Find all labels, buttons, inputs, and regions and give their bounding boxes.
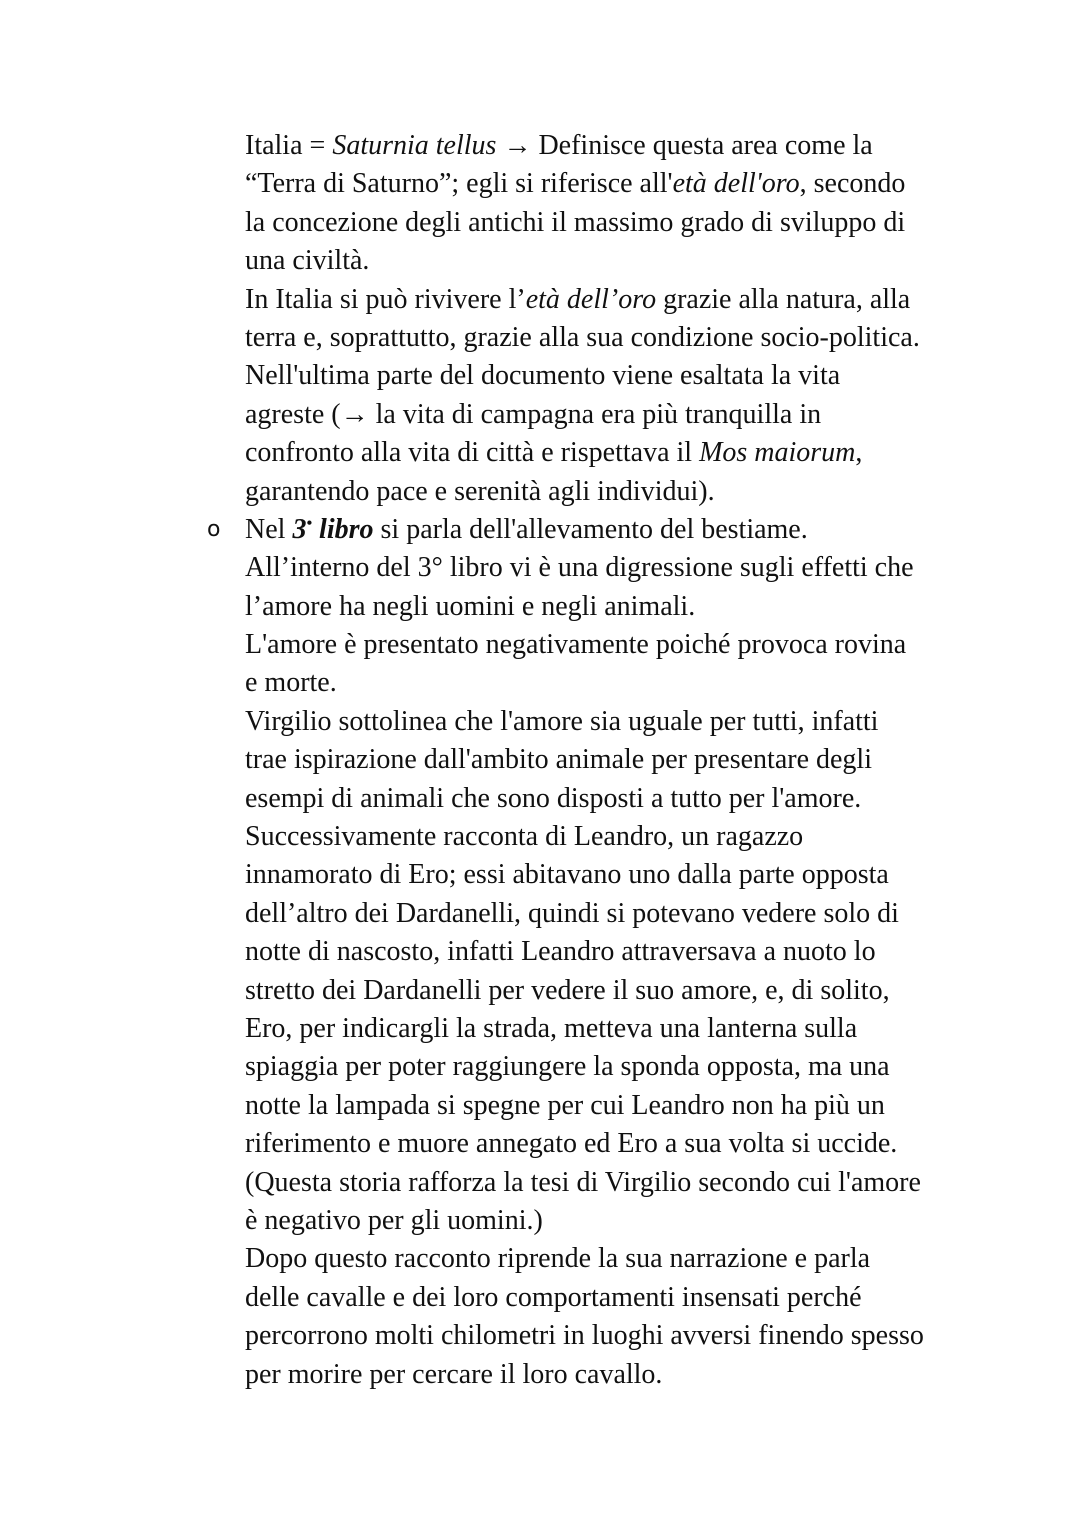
text-run: confronto alla vita di città e rispettava il: [245, 437, 700, 469]
text-line: dell’altro dei Dardanelli, quindi si potevano vedere solo di: [245, 897, 899, 929]
bullet-line: [207, 511, 965, 549]
text-run: “Terra di Saturno”; egli si riferisce all': [245, 168, 673, 200]
text-line: spiaggia per poter raggiungere la sponda opposta, ma una: [245, 1051, 890, 1083]
text-line: riferimento e muore annegato ed Ero a sua volta si uccide.: [245, 1128, 898, 1160]
superscript: •: [306, 514, 313, 532]
bold-italic-run: 3: [292, 513, 307, 545]
bold-italic-run: libro: [312, 513, 374, 545]
text-line: Successivamente racconta di Leandro, un ragazzo: [245, 821, 804, 853]
text-line: Ero, per indicargli la strada, metteva una lanterna sulla: [245, 1012, 858, 1044]
text-line: Nell'ultima parte del documento viene esaltata la vita: [245, 360, 841, 392]
text-run: → Definisce questa area come la: [496, 130, 873, 161]
italic-term: età dell'oro: [672, 168, 800, 200]
text-line: Virgilio sottolinea che l'amore sia uguale per tutti, infatti: [245, 705, 879, 737]
text-line: trae ispirazione dall'ambito animale per presentare degli: [245, 744, 872, 776]
text-line: All’interno del 3° libro vi è una digressione sugli effetti che: [245, 552, 914, 584]
text-line: Dopo questo racconto riprende la sua narrazione e parla: [245, 1243, 871, 1275]
text-line: stretto dei Dardanelli per vedere il suo amore, e, di solito,: [245, 974, 890, 1006]
text-line: [245, 434, 965, 472]
italic-term: Saturnia tellus: [332, 130, 497, 161]
text-line: L'amore è presentato negativamente poiché provoca rovina: [245, 629, 907, 661]
text-line: [245, 165, 965, 203]
text-run: si parla dell'allevamento del bestiame.: [373, 513, 808, 545]
bullet-marker: o: [207, 516, 221, 542]
text-line: [245, 127, 965, 165]
text-run: Italia =: [245, 130, 333, 161]
text-line: una civiltà.: [245, 245, 370, 277]
text-run: , secondo: [799, 168, 906, 200]
text-line: notte la lampada si spegne per cui Leandro non ha più un: [245, 1089, 885, 1121]
text-run: In Italia si può rivivere l’: [245, 283, 526, 315]
text-line: è negativo per gli uomini.): [245, 1204, 543, 1236]
text-line: e morte.: [245, 667, 337, 699]
text-line: l’amore ha negli uomini e negli animali.: [245, 590, 696, 622]
italic-term: Mos maiorum: [699, 437, 856, 469]
text-line: percorrono molti chilometri in luoghi avversi finendo spesso: [245, 1320, 924, 1352]
text-line: [245, 281, 965, 319]
text-run: Nel: [245, 513, 293, 545]
text-run: grazie alla natura, alla: [656, 283, 911, 315]
text-line: delle cavalle e dei loro comportamenti insensati perché: [245, 1281, 862, 1313]
text-line: agreste (→ la vita di campagna era più tranquilla in: [245, 398, 822, 430]
text-line: (Questa storia rafforza la tesi di Virgilio secondo cui l'amore: [245, 1166, 921, 1198]
text-line: innamorato di Ero; essi abitavano uno dalla parte opposta: [245, 859, 889, 891]
italic-term: età dell’oro: [525, 283, 657, 315]
text-line: notte di nascosto, infatti Leandro attraversava a nuoto lo: [245, 936, 876, 968]
text-body: [207, 127, 965, 1394]
text-line: esempi di animali che sono disposti a tutto per l'amore.: [245, 782, 862, 814]
text-line: la concezione degli antichi il massimo grado di sviluppo di: [245, 206, 906, 238]
text-line: garantendo pace e serenità agli individui).: [245, 475, 715, 507]
text-run: ,: [855, 437, 863, 469]
text-line: terra e, soprattutto, grazie alla sua condizione socio-politica.: [245, 321, 920, 353]
text-line: per morire per cercare il loro cavallo.: [245, 1358, 663, 1390]
